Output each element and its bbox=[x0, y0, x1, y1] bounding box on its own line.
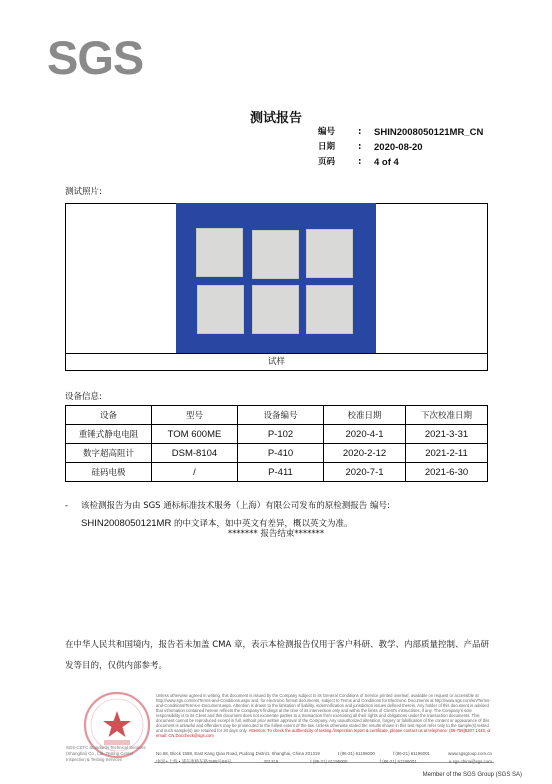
sgs-logo: SGS bbox=[47, 31, 144, 84]
report-end-marker: ******* 报告结束******* bbox=[227, 529, 325, 539]
meta-row-date: 日期 : 2020-08-20 bbox=[318, 142, 423, 153]
footer-address: No.68, Block 1588, East Kang Qiao Road, Pudong District, Shanghai, China 201319 t (86-21) 61196000 f (86-21) 61196001 www.sgsgroup.com.cn 中国 • 上海 • 浦东康桥东路1588号68号 201319 t (86-21) 61196000 f (86-21) 61196001 e sgs.china@sgs.com bbox=[156, 751, 492, 764]
footer-attention: Attention: To check the authenticity of testing /inspection report & certificate, please contact us at telephone: (86-755)8307 1443, or email: CN.Doccheck@sgs.com bbox=[156, 728, 491, 738]
legal-statement: 在中华人民共和国境内，报告若未加盖 CMA 章，表示本检测报告仅用于客户科研、教学、内部质量控制、产品研发等目的，仅供内部参考。 bbox=[65, 640, 489, 671]
meta-row-number: 编号 : SHIN2008050121MR_CN bbox=[318, 127, 484, 138]
sample-photo bbox=[176, 203, 376, 353]
table-row: 重锤式静电电阻 TOM 600ME P-102 2020-4-1 2021-3-31 bbox=[66, 425, 488, 444]
equipment-table bbox=[65, 405, 488, 482]
photo-section-label: 测试照片: bbox=[65, 187, 102, 197]
member-statement: Member of the SGS Group (SGS SA) bbox=[422, 772, 522, 778]
sample-tile bbox=[306, 229, 353, 278]
sample-tile bbox=[196, 228, 243, 277]
sample-tile bbox=[252, 285, 299, 334]
translation-note: - 该检测报告为由 SGS 通标标准技术服务（上海）有限公司发布的原检测报告 编号: SHIN2008050121MR 的中文译本，如中英文有差异，概以英文为准。 bbox=[65, 501, 390, 529]
photo-caption: 试样 bbox=[267, 357, 285, 367]
sample-tile bbox=[306, 285, 353, 334]
table-header-row: 设备 型号 设备编号 校准日期 下次校准日期 bbox=[66, 406, 488, 425]
sample-tile bbox=[197, 285, 244, 334]
meta-row-page: 页码 : 4 of 4 bbox=[318, 157, 399, 168]
footer-disclaimer: Unless otherwise agreed in writing, this document is issued by the Company subject to its General Conditions of Service printed overleaf, available on request or accessible at http://www.sgs.com/en/Terms-and-Conditions.aspx and, for electronic format documents, subject to Terms and Conditions for Electronic Documents at http://www.sgs.com/en/Terms-and-Conditions/Terms-e-Document.aspx. Attention is drawn to the limitation of liability, indemnification and jurisdiction issues defined therein. Any holder of this document is advised that information contained hereon reflects the Company's findings at the time of its intervention only and within the limits of Client's instructions, if any. The Company's sole responsibility is to its Client and this document does not exonerate parties to a transaction from exercising all their rights and obligations under the transaction documents. This document cannot be reproduced except in full, without prior written approval of the Company. Any unauthorized alteration, forgery or falsification of the content or appearance of this document is unlawful and offenders may be prosecuted to the fullest extent of the law. Unless otherwise stated the results shown in this test report refer only to the sample(s) tested and such sample(s) are retained for 30 days only. Attention: To check the authenticity of testing /inspection report & certificate, please contact us at telephone: (86-755)8307 1443, or email: CN.Doccheck@sgs.com bbox=[156, 693, 491, 738]
footer-company: SGS-CSTC Standards Technical Services (Shanghai) Co., Ltd. Testing Center Inspection & Testing Services bbox=[66, 745, 146, 762]
table-row: 硅码电极 / P-411 2020-7-1 2021-6-30 bbox=[66, 463, 488, 482]
report-meta bbox=[318, 125, 483, 170]
sample-tile bbox=[252, 230, 299, 279]
table-row: 数字超高阻计 DSM-8104 P-410 2020-2-12 2021-2-11 bbox=[66, 444, 488, 463]
caption-divider bbox=[65, 353, 488, 354]
page-title: 测试报告 bbox=[249, 111, 302, 126]
equipment-section-label: 设备信息: bbox=[65, 392, 102, 402]
